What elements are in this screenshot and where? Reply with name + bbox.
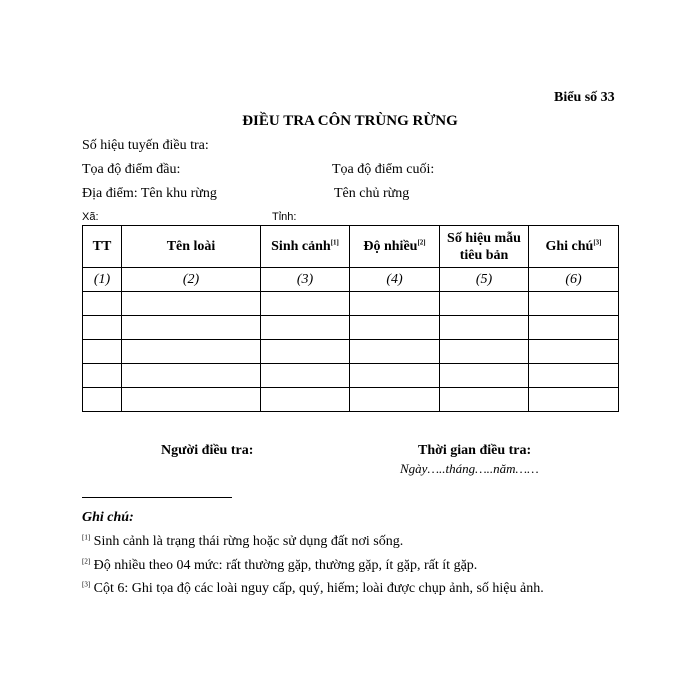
- table-cell[interactable]: [83, 316, 122, 340]
- table-cell[interactable]: [440, 364, 529, 388]
- table-cell[interactable]: [122, 364, 261, 388]
- date-line: Ngày…..tháng…..năm……: [400, 461, 539, 476]
- column-header-specimen-id: Số hiệu mẫu tiêu bản: [440, 226, 529, 268]
- page-title: ĐIỀU TRA CÔN TRÙNG RỪNG: [242, 113, 458, 129]
- table-cell[interactable]: [350, 292, 440, 316]
- footnote-1: [1] Sinh cảnh là trạng thái rừng hoặc sử dụng đất nơi sống.: [82, 533, 404, 549]
- column-number-row: [83, 268, 619, 292]
- table-cell[interactable]: [529, 340, 619, 364]
- table-cell[interactable]: [261, 340, 350, 364]
- surveyor-label: Người điều tra:: [161, 443, 254, 458]
- table-cell[interactable]: [122, 316, 261, 340]
- transect-id-field: Số hiệu tuyến điều tra:: [82, 138, 209, 153]
- table-cell[interactable]: [261, 292, 350, 316]
- commune-field: Xã:: [82, 211, 99, 223]
- notes-heading: Ghi chú:: [82, 510, 134, 525]
- column-header-tt: TT: [83, 226, 122, 268]
- column-number: (4): [350, 268, 440, 292]
- table-cell[interactable]: [122, 388, 261, 412]
- table-cell[interactable]: [529, 388, 619, 412]
- table-cell[interactable]: [440, 388, 529, 412]
- table-cell[interactable]: [529, 316, 619, 340]
- table-row: [83, 340, 619, 364]
- table-cell[interactable]: [529, 292, 619, 316]
- table-cell[interactable]: [83, 388, 122, 412]
- footnote-2: [2] Độ nhiều theo 04 mức: rất thường gặp, thường gặp, ít gặp, rất ít gặp.: [82, 557, 478, 573]
- table-cell[interactable]: [83, 364, 122, 388]
- column-number: (2): [122, 268, 261, 292]
- table-row: [83, 292, 619, 316]
- table-row: [83, 388, 619, 412]
- table-cell[interactable]: [261, 388, 350, 412]
- table-cell[interactable]: [122, 292, 261, 316]
- table-cell[interactable]: [529, 364, 619, 388]
- form-number: Biểu số 33: [554, 90, 615, 105]
- table-cell[interactable]: [83, 340, 122, 364]
- province-field: Tỉnh:: [272, 211, 297, 223]
- footnote-divider: [82, 497, 232, 498]
- table-cell[interactable]: [83, 292, 122, 316]
- footnote-3: [3] Cột 6: Ghi tọa độ các loài nguy cấp, quý, hiếm; loài được chụp ảnh, số hiệu ảnh.: [82, 580, 544, 596]
- table-cell[interactable]: [350, 364, 440, 388]
- table-cell[interactable]: [122, 340, 261, 364]
- column-header-notes: Ghi chú[3]: [529, 226, 619, 268]
- column-header-species-name: Tên loài: [122, 226, 261, 268]
- table-row: [83, 364, 619, 388]
- table-cell[interactable]: [350, 316, 440, 340]
- survey-time-label: Thời gian điều tra:: [418, 443, 532, 458]
- table-cell[interactable]: [440, 340, 529, 364]
- end-coordinate-field: Tọa độ điểm cuối:: [332, 162, 435, 177]
- column-header-abundance: Độ nhiều[2]: [350, 226, 440, 268]
- column-number: (1): [83, 268, 122, 292]
- survey-table: [82, 225, 619, 412]
- table-row: [83, 316, 619, 340]
- table-cell[interactable]: [440, 292, 529, 316]
- forest-owner-field: Tên chủ rừng: [334, 186, 410, 201]
- column-number: (6): [529, 268, 619, 292]
- column-header-habitat: Sinh cảnh[1]: [261, 226, 350, 268]
- table-header-row: [83, 226, 619, 268]
- column-number: (5): [440, 268, 529, 292]
- table-cell[interactable]: [261, 316, 350, 340]
- column-number: (3): [261, 268, 350, 292]
- table-cell[interactable]: [350, 388, 440, 412]
- table-cell[interactable]: [350, 340, 440, 364]
- start-coordinate-field: Tọa độ điểm đầu:: [82, 162, 181, 177]
- location-field: Địa điểm: Tên khu rừng: [82, 186, 217, 201]
- table-cell[interactable]: [440, 316, 529, 340]
- table-cell[interactable]: [261, 364, 350, 388]
